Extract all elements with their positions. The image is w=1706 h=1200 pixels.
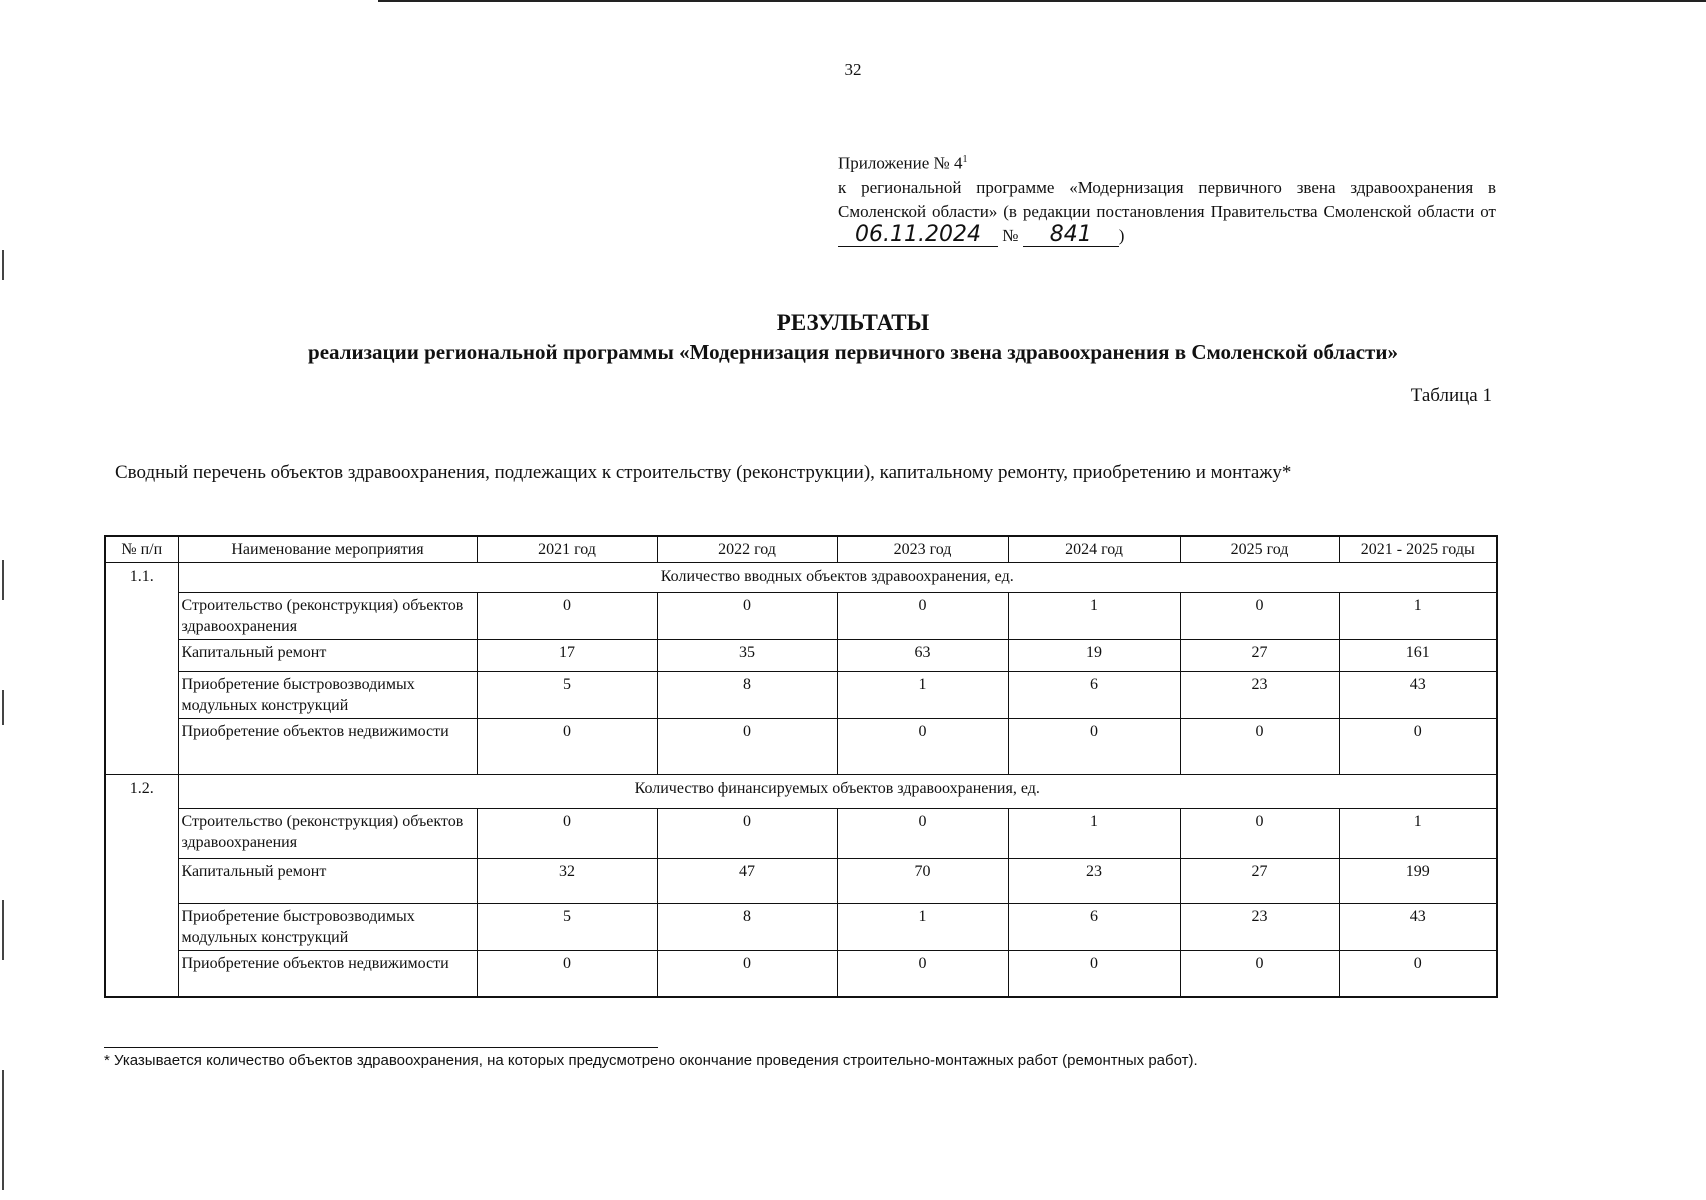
value-cell: 1 xyxy=(1339,593,1497,640)
footnote-divider xyxy=(104,1047,658,1048)
section-title: Количество вводных объектов здравоохранения, ед. xyxy=(178,563,1497,593)
header-cell: 2023 год xyxy=(837,536,1008,563)
annex-body: к региональной программе «Модернизация первичного звена здравоохранения в Смоленской области» (в редакции постановления Правительства Смоленской области от 06.11.2024 № 841 ) xyxy=(838,177,1496,247)
annex-title: Приложение № $4^1$ xyxy=(838,153,968,173)
value-cell: 47 xyxy=(657,859,837,904)
value-cell: 0 xyxy=(477,809,657,859)
row-name: Приобретение быстровозводимых модульных конструкций xyxy=(178,672,477,719)
row-name: Капитальный ремонт xyxy=(178,640,477,672)
value-cell: 32 xyxy=(477,859,657,904)
header-cell: 2025 год xyxy=(1180,536,1339,563)
section-number: 1.1. xyxy=(105,563,178,775)
value-cell: 0 xyxy=(1180,719,1339,775)
value-cell: 70 xyxy=(837,859,1008,904)
value-cell: 0 xyxy=(657,593,837,640)
value-cell: 63 xyxy=(837,640,1008,672)
row-name: Капитальный ремонт xyxy=(178,859,477,904)
scan-top-edge xyxy=(378,0,1706,2)
value-cell: 0 xyxy=(1339,951,1497,997)
value-cell: 1 xyxy=(1339,809,1497,859)
value-cell: 1 xyxy=(1008,809,1180,859)
value-cell: 1 xyxy=(837,672,1008,719)
section-number: 1.2. xyxy=(105,775,178,997)
value-cell: 5 xyxy=(477,672,657,719)
table-row xyxy=(105,672,1497,719)
value-cell: 35 xyxy=(657,640,837,672)
header-cell: Наименование мероприятия xyxy=(178,536,477,563)
annex-block xyxy=(838,148,1496,248)
value-cell: 0 xyxy=(837,951,1008,997)
table-row xyxy=(105,904,1497,951)
table-row xyxy=(105,809,1497,859)
value-cell: 8 xyxy=(657,904,837,951)
table-row xyxy=(105,951,1497,997)
table-row xyxy=(105,593,1497,640)
value-cell: 0 xyxy=(657,719,837,775)
scan-left-edge xyxy=(2,900,4,960)
value-cell: 161 xyxy=(1339,640,1497,672)
value-cell: 5 xyxy=(477,904,657,951)
table-row xyxy=(105,859,1497,904)
value-cell: 19 xyxy=(1008,640,1180,672)
footnote: * Указывается количество объектов здравоохранения, на которых предусмотрено окончание проведения строительно-монтажных работ (ремонтных работ). xyxy=(104,1052,1198,1069)
section-row xyxy=(105,563,1497,593)
value-cell: 23 xyxy=(1180,672,1339,719)
scan-left-edge xyxy=(2,560,4,600)
value-cell: 17 xyxy=(477,640,657,672)
value-cell: 6 xyxy=(1008,672,1180,719)
row-name: Приобретение объектов недвижимости xyxy=(178,719,477,775)
value-cell: 0 xyxy=(837,593,1008,640)
table-row xyxy=(105,719,1497,775)
value-cell: 1 xyxy=(1008,593,1180,640)
value-cell: 0 xyxy=(1008,719,1180,775)
value-cell: 27 xyxy=(1180,640,1339,672)
handwritten-number: 841 xyxy=(1023,224,1119,247)
table-header-row xyxy=(105,536,1497,563)
header-cell: 2024 год xyxy=(1008,536,1180,563)
scan-left-edge xyxy=(2,250,4,280)
handwritten-date: 06.11.2024 xyxy=(838,224,998,247)
value-cell: 0 xyxy=(657,951,837,997)
row-name: Приобретение быстровозводимых модульных конструкций xyxy=(178,904,477,951)
value-cell: 0 xyxy=(1180,951,1339,997)
value-cell: 23 xyxy=(1180,904,1339,951)
value-cell: 0 xyxy=(1339,719,1497,775)
value-cell: 0 xyxy=(837,809,1008,859)
value-cell: 8 xyxy=(657,672,837,719)
scan-left-edge xyxy=(2,1070,4,1190)
value-cell: 0 xyxy=(477,593,657,640)
value-cell: 27 xyxy=(1180,859,1339,904)
section-row xyxy=(105,775,1497,809)
value-cell: 0 xyxy=(1180,809,1339,859)
page-number: 32 xyxy=(844,60,862,79)
value-cell: 6 xyxy=(1008,904,1180,951)
value-cell: 0 xyxy=(477,719,657,775)
table-caption: Сводный перечень объектов здравоохранения, подлежащих к строительству (реконструкции), капитальному ремонту, приобретению и монтажу* xyxy=(115,462,1292,483)
value-cell: 0 xyxy=(1008,951,1180,997)
header-cell: 2021 год xyxy=(477,536,657,563)
value-cell: 43 xyxy=(1339,904,1497,951)
scan-left-edge xyxy=(2,690,4,725)
value-cell: 199 xyxy=(1339,859,1497,904)
results-table xyxy=(104,535,1498,998)
document-subtitle: реализации региональной программы «Модернизация первичного звена здравоохранения в Смоленской области» xyxy=(308,340,1398,364)
document-title: РЕЗУЛЬТАТЫ xyxy=(776,310,930,335)
value-cell: 0 xyxy=(477,951,657,997)
row-name: Строительство (реконструкция) объектов здравоохранения xyxy=(178,593,477,640)
value-cell: 1 xyxy=(837,904,1008,951)
header-cell: 2021 - 2025 годы xyxy=(1339,536,1497,563)
row-name: Строительство (реконструкция) объектов здравоохранения xyxy=(178,809,477,859)
table-row xyxy=(105,640,1497,672)
section-title: Количество финансируемых объектов здравоохранения, ед. xyxy=(178,775,1497,809)
value-cell: 0 xyxy=(1180,593,1339,640)
table-label: Таблица 1 xyxy=(1410,385,1492,406)
row-name: Приобретение объектов недвижимости xyxy=(178,951,477,997)
header-cell: 2022 год xyxy=(657,536,837,563)
value-cell: 23 xyxy=(1008,859,1180,904)
header-cell: № п/п xyxy=(105,536,178,563)
value-cell: 0 xyxy=(837,719,1008,775)
value-cell: 0 xyxy=(657,809,837,859)
value-cell: 43 xyxy=(1339,672,1497,719)
